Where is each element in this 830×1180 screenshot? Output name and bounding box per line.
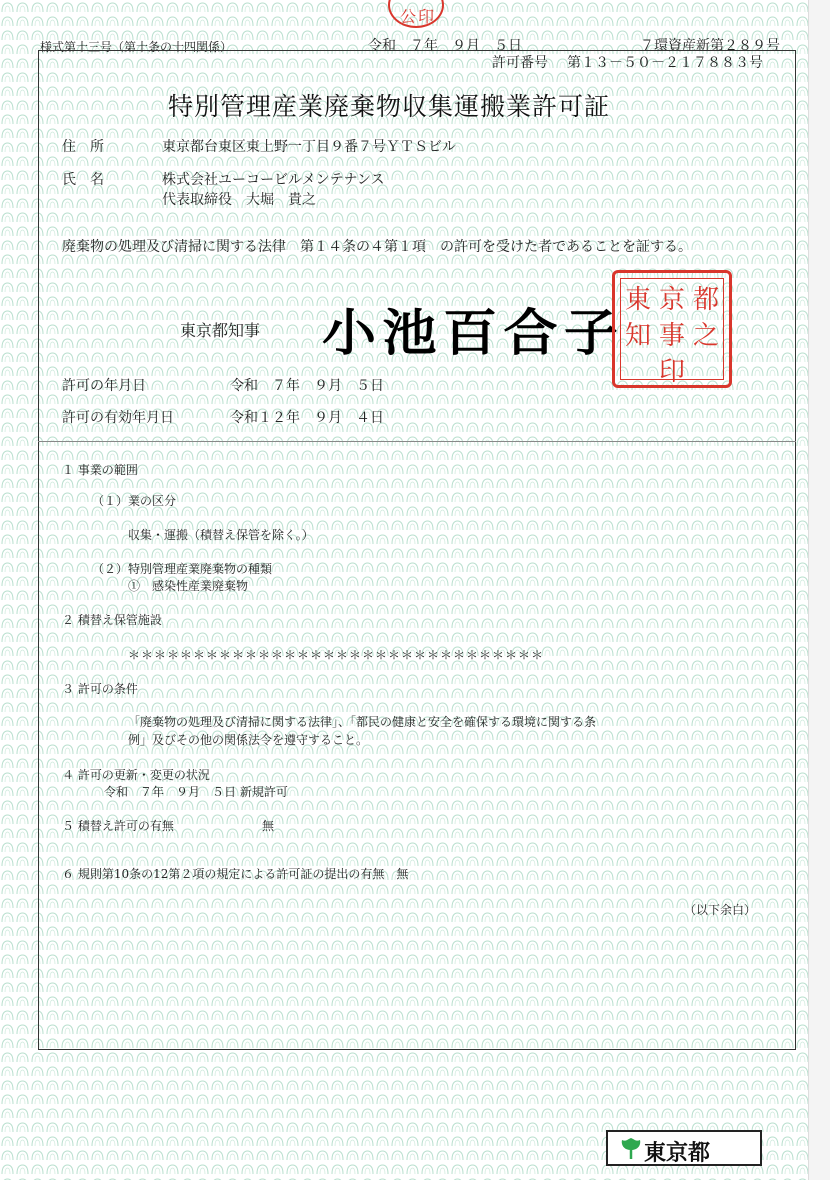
storage-facility-value: ＊＊＊＊＊＊＊＊＊＊＊＊＊＊＊＊＊＊＊＊＊＊＊＊＊＊＊＊＊＊＊＊ [128,648,545,662]
governor-title: 東京都知事 [180,321,261,340]
waste-type: ① 感染性産業廃棄物 [128,579,249,593]
section-2-heading: ２ 積替え保管施設 [62,613,162,627]
business-category: 収集・運搬（積替え保管を除く。） [128,528,314,542]
closing-remark: （以下余白） [684,903,757,917]
issue-date: 令和 ７年 ９月 ５日 [368,38,522,54]
permit-date-label: 許可の年月日 [62,378,146,394]
document-number: ７環資産新第２８９号 [640,38,780,54]
section-3-heading: ３ 許可の条件 [62,682,138,696]
document-title: 特別管理産業廃棄物収集運搬業許可証 [168,92,611,121]
name-label: 氏 名 [62,172,104,188]
tokyo-metropolitan-logo [606,1130,762,1166]
governor-seal: 東 京 都 知 事 之 印 [612,270,732,388]
valid-until-label: 許可の有効年月日 [62,410,174,426]
address-label: 住 所 [62,139,104,155]
section-5-heading: ５ 積替え許可の有無 [62,819,174,833]
section-6-heading: ６ 規則第10条の12第２項の規定による許可証の提出の有無 無 [62,867,409,881]
logo-text: 東京都 [644,1141,711,1166]
valid-until-date: 令和１２年 ９月 ４日 [230,410,384,426]
permit-date: 令和 ７年 ９月 ５日 [230,378,384,394]
transshipment-permit-value: 無 [262,819,275,833]
certification-statement: 廃棄物の処理及び清掃に関する法律 第１４条の４第１項 の許可を受けた者であることを証する。 [62,239,692,255]
section-1-2-heading: （２）特別管理産業廃棄物の種類 [92,562,273,576]
permit-number-label: 許可番号 [492,55,548,71]
renewal-status: 令和 ７年 ９月 ５日 新規許可 [104,785,288,799]
ginkgo-leaf-icon [620,1137,642,1161]
governor-signature: 小池百合子 [322,303,625,362]
top-seal-stamp: 公 印 [388,0,444,28]
address-value: 東京都台東区東上野一丁目９番７号ＹＴＳビル [162,139,456,155]
section-1-heading: １ 事業の範囲 [62,463,138,477]
section-divider [38,441,796,442]
section-1-1-heading: （１）業の区分 [92,494,177,508]
company-name: 株式会社ユーコービルメンテナンス [162,172,385,188]
page-edge [808,0,830,1180]
form-number: 様式第十三号（第十条の十四関係） [40,40,233,54]
permit-number: 第１３－５０－２１７８８３号 [567,55,763,71]
certificate-frame [38,50,796,1050]
section-4-heading: ４ 許可の更新・変更の状況 [62,768,210,782]
conditions-line-2: 例」及びその他の関係法令を遵守すること。 [128,733,369,747]
representative-name: 代表取締役 大堀 貴之 [162,192,316,208]
conditions-line-1: 「廃棄物の処理及び清掃に関する法律」、「都民の健康と安全を確保する環境に関する条 [128,715,597,729]
